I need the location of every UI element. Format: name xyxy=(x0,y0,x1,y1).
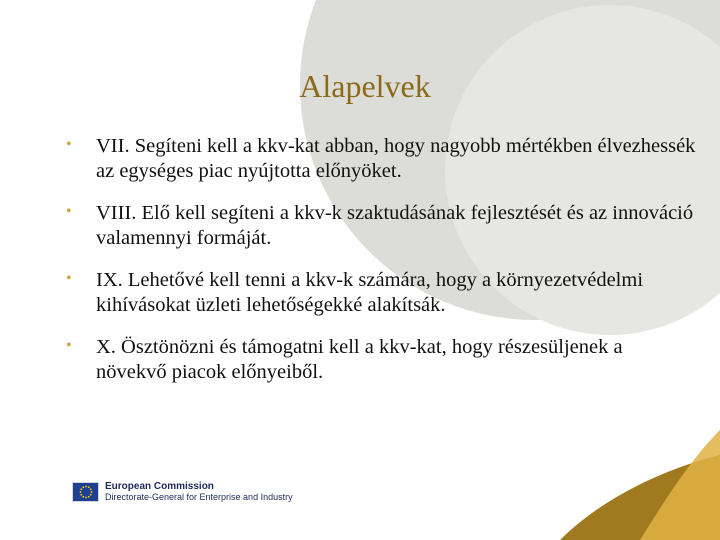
footer-organisation: European Commission xyxy=(105,481,214,492)
bullet-text: VIII. Elő kell segíteni a kkv-k szaktudásának fejlesztését és az innováció valamennyi formáját. xyxy=(96,202,694,249)
slide-title: Alapelvek xyxy=(299,68,431,104)
bullet-dot-icon: • xyxy=(66,337,72,354)
bullet-item xyxy=(66,335,696,385)
bullet-text: IX. Lehetővé kell tenni a kkv-k számára, hogy a környezetvédelmi kihívásokat üzleti lehetőségekké alakítsák. xyxy=(96,269,644,316)
footer-logo xyxy=(72,481,293,503)
footer-directorate: Directorate-General for Enterprise and Industry xyxy=(105,492,293,502)
bullet-list xyxy=(66,134,696,402)
bullet-dot-icon: • xyxy=(66,203,72,220)
bullet-item xyxy=(66,268,696,318)
footer-text xyxy=(105,481,293,503)
bullet-item xyxy=(66,201,696,251)
bullet-item xyxy=(66,134,696,184)
eu-flag-icon xyxy=(72,482,99,502)
bullet-dot-icon: • xyxy=(66,136,72,153)
bullet-dot-icon: • xyxy=(66,270,72,287)
bullet-text: X. Ösztönözni és támogatni kell a kkv-kat, hogy részesüljenek a növekvő piacok előnyeiből. xyxy=(96,336,623,383)
bullet-text: VII. Segíteni kell a kkv-kat abban, hogy nagyobb mértékben élvezhessék az egységes piac nyújtotta előnyöket. xyxy=(96,135,696,182)
